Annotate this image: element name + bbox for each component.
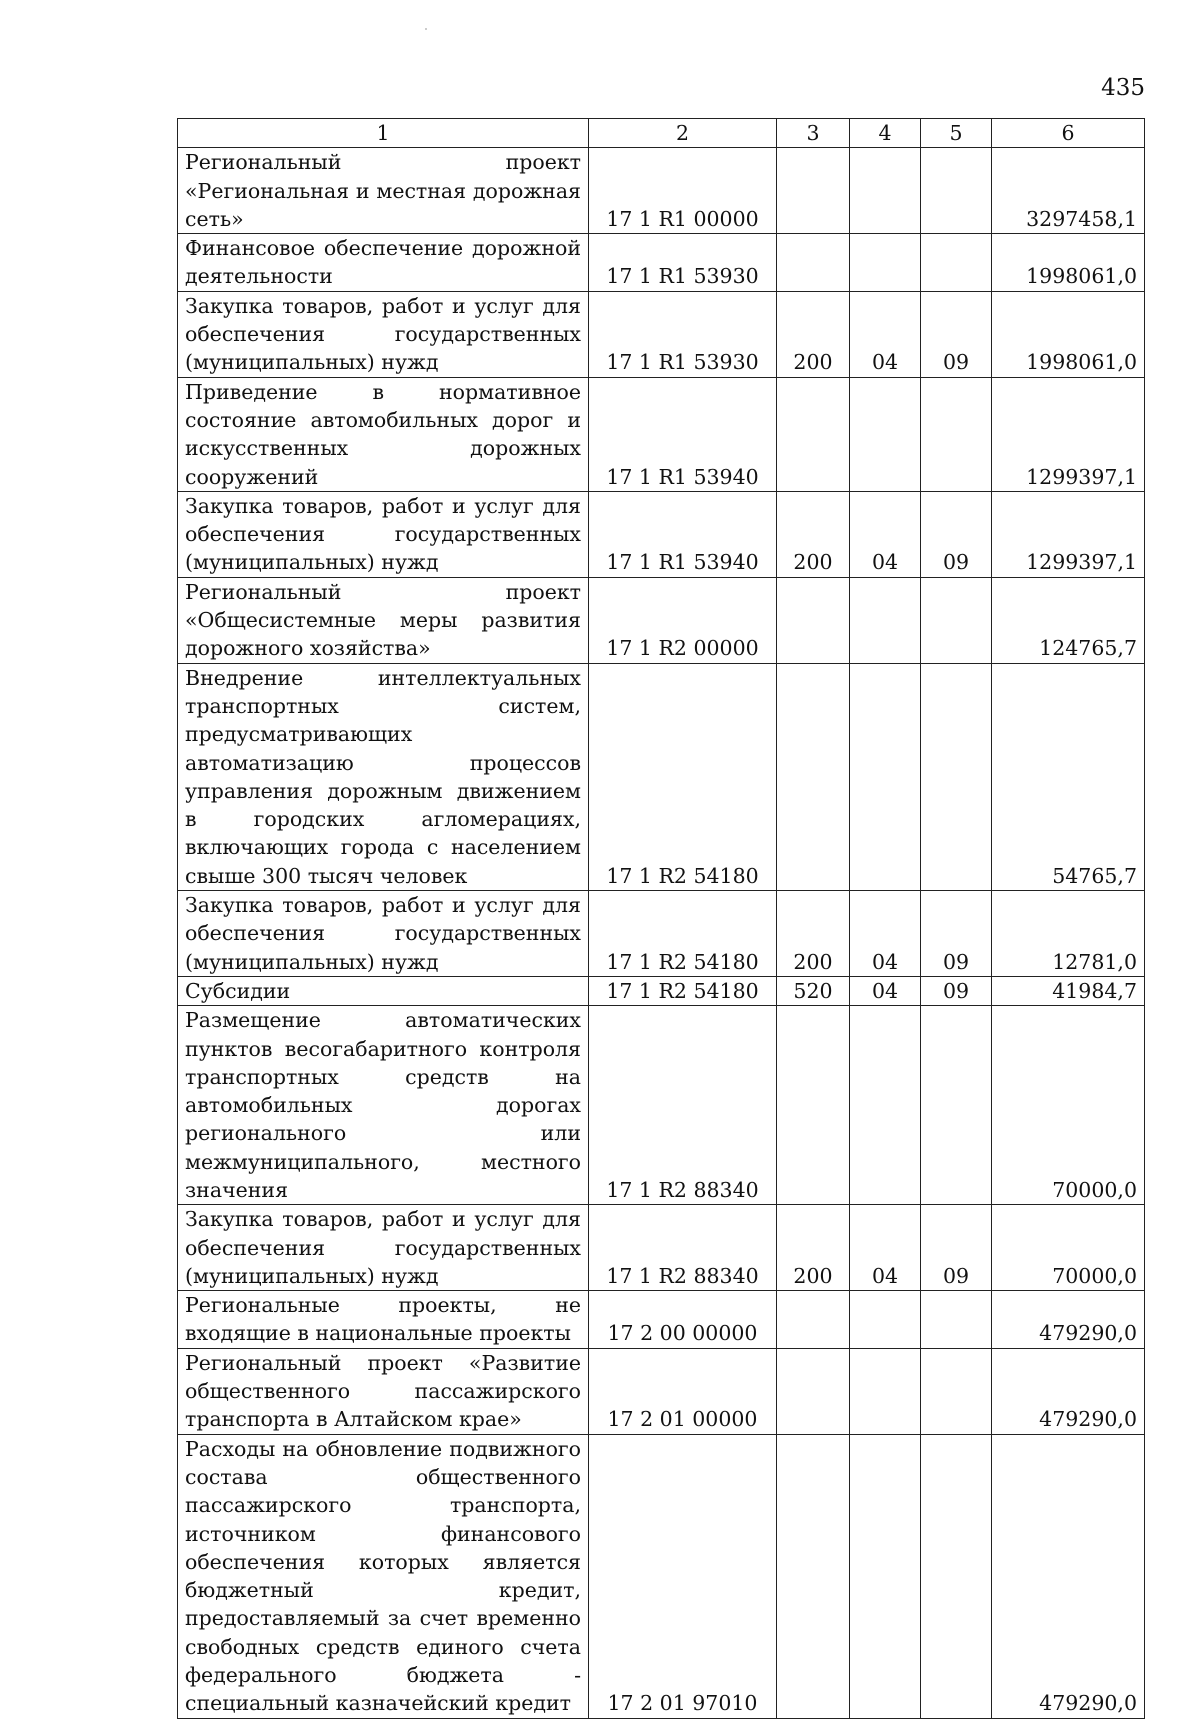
table-row [178,577,1145,663]
section [850,663,921,890]
subsection [921,663,992,890]
section [850,1006,921,1205]
amount: 54765,7 [992,663,1145,890]
target-code: 17 1 R2 00000 [589,577,777,663]
target-code: 17 1 R2 54180 [589,663,777,890]
expense-type: 200 [777,1205,850,1291]
item-name: Расходы на обновление подвижного состава общественного пассажирского транспорта, источником финансового обеспечения которых является бюджетный кредит, предоставляемый за счет временно свободных средств единого счета федерального бюджета - специальный казначейский кредит [178,1434,589,1718]
item-name: Размещение автоматических пунктов весогабаритного контроля транспортных средств на автомобильных дорогах регионального или межмуниципального, местного значения [178,1006,589,1205]
target-code: 17 1 R2 88340 [589,1205,777,1291]
amount: 479290,0 [992,1434,1145,1718]
column-header-5: 5 [921,119,992,148]
item-name: Субсидии [178,976,589,1005]
item-name: Закупка товаров, работ и услуг для обеспечения государственных (муниципальных) нужд [178,491,589,577]
target-code: 17 1 R1 53940 [589,377,777,491]
subsection: 09 [921,976,992,1005]
section: 04 [850,291,921,377]
expense-type [777,1348,850,1434]
table-row [178,663,1145,890]
table-row [178,1205,1145,1291]
amount: 41984,7 [992,976,1145,1005]
section [850,1348,921,1434]
expense-type [777,377,850,491]
target-code: 17 1 R1 53930 [589,291,777,377]
item-name: Внедрение интеллектуальных транспортных систем, предусматривающих автоматизацию процессов управления дорожным движением в городских агломерациях, включающих города с населением свыше 300 тысяч человек [178,663,589,890]
expense-type [777,1291,850,1349]
subsection: 09 [921,291,992,377]
table-row [178,1006,1145,1205]
item-name: Закупка товаров, работ и услуг для обеспечения государственных (муниципальных) нужд [178,1205,589,1291]
subsection [921,1348,992,1434]
target-code: 17 2 01 00000 [589,1348,777,1434]
subsection [921,577,992,663]
scan-artifact [425,28,427,30]
amount: 1998061,0 [992,291,1145,377]
expense-type [777,577,850,663]
table-row [178,976,1145,1005]
target-code: 17 1 R2 54180 [589,976,777,1005]
subsection [921,1291,992,1349]
expense-type [777,663,850,890]
table-row [178,491,1145,577]
target-code: 17 2 00 00000 [589,1291,777,1349]
expense-type [777,148,850,234]
subsection [921,1006,992,1205]
table-row [178,891,1145,977]
amount: 124765,7 [992,577,1145,663]
subsection [921,1434,992,1718]
expense-type: 200 [777,291,850,377]
subsection: 09 [921,891,992,977]
amount: 12781,0 [992,891,1145,977]
target-code: 17 1 R2 88340 [589,1006,777,1205]
page-number: 435 [1101,75,1145,101]
item-name: Приведение в нормативное состояние автомобильных дорог и искусственных дорожных сооружений [178,377,589,491]
header-row [178,119,1145,148]
amount: 3297458,1 [992,148,1145,234]
section [850,1291,921,1349]
table-row [178,291,1145,377]
target-code: 17 1 R1 00000 [589,148,777,234]
table-row [178,1291,1145,1349]
table-row [178,377,1145,491]
expense-type [777,1434,850,1718]
column-header-1: 1 [178,119,589,148]
expense-type: 200 [777,491,850,577]
section: 04 [850,976,921,1005]
amount: 479290,0 [992,1348,1145,1434]
column-header-3: 3 [777,119,850,148]
section [850,377,921,491]
item-name: Региональные проекты, не входящие в национальные проекты [178,1291,589,1349]
table-row [178,1348,1145,1434]
item-name: Финансовое обеспечение дорожной деятельности [178,234,589,292]
expense-type [777,1006,850,1205]
expense-type: 200 [777,891,850,977]
section [850,148,921,234]
subsection [921,234,992,292]
column-header-2: 2 [589,119,777,148]
section [850,234,921,292]
target-code: 17 1 R1 53940 [589,491,777,577]
table-row [178,234,1145,292]
section: 04 [850,1205,921,1291]
item-name: Закупка товаров, работ и услуг для обеспечения государственных (муниципальных) нужд [178,291,589,377]
amount: 1299397,1 [992,377,1145,491]
section [850,577,921,663]
amount: 479290,0 [992,1291,1145,1349]
target-code: 17 1 R1 53930 [589,234,777,292]
column-header-4: 4 [850,119,921,148]
subsection: 09 [921,491,992,577]
target-code: 17 1 R2 54180 [589,891,777,977]
budget-table [177,118,1145,1719]
amount: 1998061,0 [992,234,1145,292]
subsection [921,377,992,491]
expense-type: 520 [777,976,850,1005]
section: 04 [850,491,921,577]
section: 04 [850,891,921,977]
item-name: Региональный проект «Развитие общественного пассажирского транспорта в Алтайском крае» [178,1348,589,1434]
expense-type [777,234,850,292]
target-code: 17 2 01 97010 [589,1434,777,1718]
section [850,1434,921,1718]
amount: 1299397,1 [992,491,1145,577]
table-row [178,148,1145,234]
amount: 70000,0 [992,1205,1145,1291]
item-name: Закупка товаров, работ и услуг для обеспечения государственных (муниципальных) нужд [178,891,589,977]
column-header-6: 6 [992,119,1145,148]
item-name: Региональный проект «Общесистемные меры развития дорожного хозяйства» [178,577,589,663]
amount: 70000,0 [992,1006,1145,1205]
subsection [921,148,992,234]
subsection: 09 [921,1205,992,1291]
table-row [178,1434,1145,1718]
item-name: Региональный проект «Региональная и местная дорожная сеть» [178,148,589,234]
